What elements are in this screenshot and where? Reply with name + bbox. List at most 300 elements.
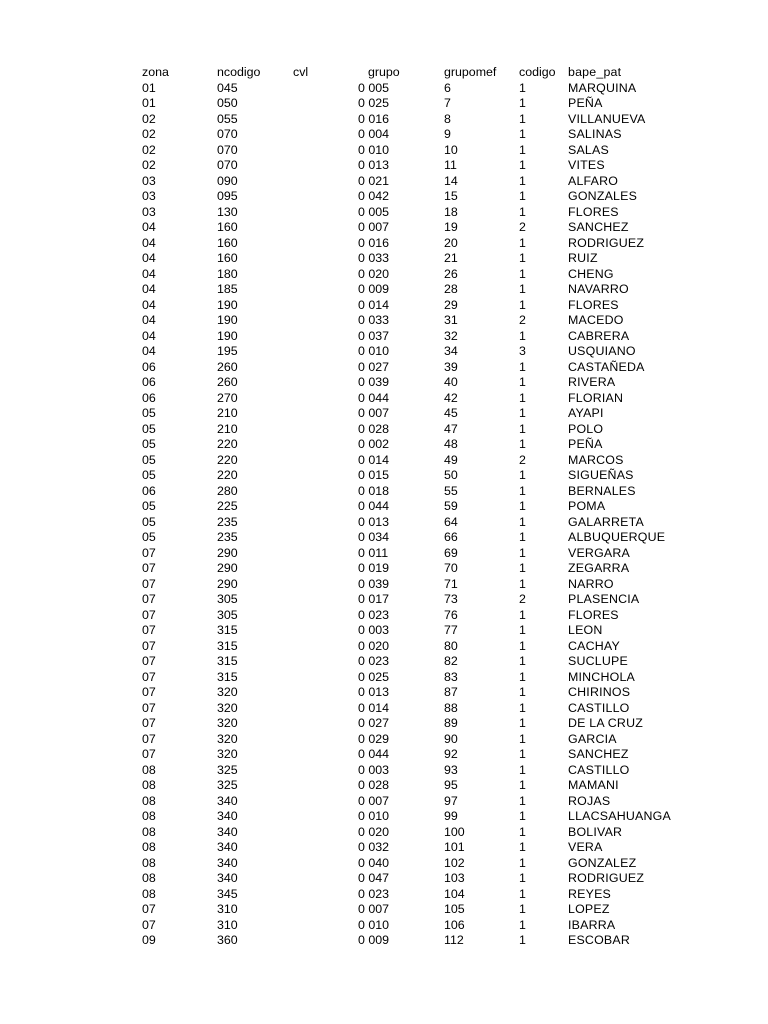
- cell-grupomef: 106: [444, 917, 465, 932]
- table-row: [0, 499, 768, 515]
- cell-codigo: 1: [519, 638, 526, 653]
- cell-zona: 08: [142, 855, 156, 870]
- table-row: [0, 298, 768, 314]
- cell-grupo: 0 010: [358, 809, 390, 823]
- table-row: [0, 189, 768, 205]
- cell-codigo: 1: [519, 530, 526, 544]
- cell-ncodigo: 070: [217, 142, 238, 157]
- cell-zona: 06: [142, 483, 156, 498]
- cell-zona: 04: [142, 328, 156, 343]
- cell-grupomef: 40: [444, 375, 458, 389]
- cell-grupomef: 47: [444, 421, 458, 436]
- cell-codigo: 1: [519, 886, 526, 901]
- cell-grupo: 0 016: [358, 235, 390, 250]
- cell-grupo: 0 005: [358, 204, 390, 219]
- cell-grupomef: 29: [444, 297, 458, 312]
- cell-zona: 08: [142, 778, 156, 792]
- cell-bape-pat: MINCHOLA: [568, 669, 636, 684]
- cell-bape-pat: RODRIGUEZ: [568, 235, 645, 250]
- cell-grupomef: 66: [444, 530, 458, 544]
- cell-zona: 07: [142, 685, 156, 699]
- table-row: [0, 329, 768, 345]
- cell-ncodigo: 210: [217, 406, 238, 420]
- cell-grupo: 0 013: [358, 158, 390, 172]
- cell-grupo: 0 010: [358, 142, 390, 157]
- cell-zona: 08: [142, 840, 156, 854]
- cell-grupomef: 76: [444, 607, 458, 622]
- cell-bape-pat: GARCIA: [568, 731, 617, 746]
- cell-codigo: 1: [519, 762, 526, 777]
- cell-zona: 05: [142, 530, 156, 544]
- cell-bape-pat: CACHAY: [568, 638, 620, 653]
- cell-ncodigo: 195: [217, 344, 238, 358]
- cell-ncodigo: 160: [217, 220, 238, 234]
- cell-codigo: 2: [519, 452, 526, 467]
- cell-bape-pat: SANCHEZ: [568, 747, 629, 761]
- table-row: [0, 143, 768, 159]
- table-row: [0, 577, 768, 593]
- cell-ncodigo: 270: [217, 390, 238, 405]
- cell-codigo: 1: [519, 142, 526, 157]
- cell-ncodigo: 305: [217, 607, 238, 622]
- cell-grupo: 0 009: [358, 282, 390, 296]
- cell-bape-pat: MACEDO: [568, 313, 624, 327]
- cell-zona: 08: [142, 886, 156, 901]
- table-row: [0, 484, 768, 500]
- cell-bape-pat: LLACSAHUANGA: [568, 809, 671, 823]
- cell-ncodigo: 190: [217, 297, 238, 312]
- cell-codigo: 1: [519, 669, 526, 684]
- table-row: [0, 220, 768, 236]
- cell-ncodigo: 340: [217, 793, 238, 808]
- cell-ncodigo: 190: [217, 328, 238, 343]
- cell-bape-pat: CASTILLO: [568, 700, 630, 715]
- cell-codigo: 1: [519, 607, 526, 622]
- table-row: [0, 902, 768, 918]
- cell-ncodigo: 320: [217, 685, 238, 699]
- cell-bape-pat: VERGARA: [568, 545, 630, 560]
- cell-bape-pat: FLORIAN: [568, 390, 624, 405]
- header-grupo: grupo: [368, 65, 400, 79]
- cell-grupo: 0 028: [358, 778, 390, 792]
- cell-codigo: 1: [519, 96, 526, 110]
- cell-grupomef: 18: [444, 204, 458, 219]
- cell-grupomef: 32: [444, 328, 458, 343]
- cell-zona: 04: [142, 266, 156, 281]
- cell-grupomef: 6: [444, 80, 451, 95]
- cell-grupo: 0 020: [358, 824, 390, 839]
- table-row: [0, 887, 768, 903]
- cell-grupomef: 50: [444, 468, 458, 482]
- cell-grupo: 0 013: [358, 685, 390, 699]
- cell-grupomef: 9: [444, 127, 451, 141]
- cell-codigo: 1: [519, 685, 526, 699]
- cell-bape-pat: CASTILLO: [568, 762, 630, 777]
- cell-zona: 07: [142, 576, 156, 591]
- cell-ncodigo: 345: [217, 886, 238, 901]
- cell-grupo: 0 034: [358, 530, 390, 544]
- cell-grupomef: 48: [444, 437, 458, 451]
- cell-grupo: 0 032: [358, 840, 390, 854]
- cell-ncodigo: 260: [217, 359, 238, 374]
- cell-grupo: 0 020: [358, 638, 390, 653]
- cell-grupo: 0 014: [358, 297, 390, 312]
- cell-ncodigo: 320: [217, 716, 238, 730]
- table-row: [0, 546, 768, 562]
- cell-codigo: 1: [519, 359, 526, 374]
- cell-codigo: 1: [519, 855, 526, 870]
- cell-grupo: 0 042: [358, 189, 390, 203]
- table-row: [0, 561, 768, 577]
- cell-grupo: 0 010: [358, 344, 390, 358]
- cell-codigo: 1: [519, 251, 526, 265]
- cell-grupomef: 49: [444, 452, 458, 467]
- cell-zona: 02: [142, 127, 156, 141]
- cell-bape-pat: AYAPI: [568, 406, 604, 420]
- cell-grupo: 0 033: [358, 251, 390, 265]
- cell-grupomef: 11: [444, 158, 457, 172]
- cell-zona: 08: [142, 809, 156, 823]
- cell-ncodigo: 160: [217, 251, 238, 265]
- cell-grupomef: 80: [444, 638, 458, 653]
- cell-grupo: 0 044: [358, 390, 390, 405]
- cell-codigo: 1: [519, 747, 526, 761]
- cell-bape-pat: PLASENCIA: [568, 592, 640, 606]
- table-row: [0, 391, 768, 407]
- cell-zona: 07: [142, 623, 156, 637]
- cell-zona: 06: [142, 359, 156, 374]
- cell-bape-pat: NAVARRO: [568, 282, 629, 296]
- table-row: [0, 453, 768, 469]
- table-row: [0, 778, 768, 794]
- cell-ncodigo: 325: [217, 778, 238, 792]
- cell-codigo: 1: [519, 406, 526, 420]
- table-header: [0, 65, 768, 81]
- cell-bape-pat: POLO: [568, 421, 604, 436]
- cell-codigo: 1: [519, 654, 526, 668]
- cell-bape-pat: CABRERA: [568, 328, 630, 343]
- cell-codigo: 2: [519, 313, 526, 327]
- cell-bape-pat: GALARRETA: [568, 514, 644, 529]
- cell-grupo: 0 020: [358, 266, 390, 281]
- cell-ncodigo: 320: [217, 731, 238, 746]
- cell-codigo: 1: [519, 623, 526, 637]
- cell-codigo: 1: [519, 840, 526, 854]
- cell-ncodigo: 340: [217, 871, 238, 885]
- cell-ncodigo: 095: [217, 189, 238, 203]
- cell-bape-pat: FLORES: [568, 297, 619, 312]
- cell-bape-pat: GONZALES: [568, 189, 638, 203]
- cell-codigo: 1: [519, 235, 526, 250]
- cell-grupo: 0 044: [358, 499, 390, 513]
- cell-grupo: 0 018: [358, 483, 390, 498]
- cell-grupo: 0 015: [358, 468, 390, 482]
- cell-grupo: 0 004: [358, 127, 390, 141]
- table-row: [0, 81, 768, 97]
- cell-grupomef: 99: [444, 809, 458, 823]
- cell-zona: 05: [142, 452, 156, 467]
- cell-ncodigo: 315: [217, 654, 238, 668]
- cell-ncodigo: 325: [217, 762, 238, 777]
- table-row: [0, 205, 768, 221]
- cell-bape-pat: POMA: [568, 499, 606, 513]
- cell-codigo: 1: [519, 282, 526, 296]
- cell-grupomef: 95: [444, 778, 458, 792]
- table-row: [0, 732, 768, 748]
- cell-grupomef: 101: [444, 840, 465, 854]
- cell-bape-pat: SALAS: [568, 142, 609, 157]
- cell-bape-pat: VILLANUEVA: [568, 111, 646, 126]
- cell-grupomef: 102: [444, 855, 465, 870]
- cell-bape-pat: RUIZ: [568, 251, 598, 265]
- cell-codigo: 1: [519, 437, 526, 451]
- cell-grupomef: 26: [444, 266, 458, 281]
- cell-ncodigo: 160: [217, 235, 238, 250]
- cell-bape-pat: ALBUQUERQUE: [568, 530, 666, 544]
- table-row: [0, 267, 768, 283]
- cell-zona: 06: [142, 375, 156, 389]
- cell-grupomef: 19: [444, 220, 458, 234]
- cell-zona: 09: [142, 933, 156, 947]
- header-zona: zona: [142, 65, 169, 79]
- cell-codigo: 1: [519, 204, 526, 219]
- cell-codigo: 1: [519, 375, 526, 389]
- table-row: [0, 375, 768, 391]
- cell-ncodigo: 070: [217, 158, 238, 172]
- cell-grupo: 0 021: [358, 173, 390, 188]
- table-row: [0, 437, 768, 453]
- cell-ncodigo: 290: [217, 576, 238, 591]
- cell-codigo: 1: [519, 576, 526, 591]
- table-row: [0, 313, 768, 329]
- cell-zona: 03: [142, 173, 156, 188]
- cell-codigo: 1: [519, 824, 526, 839]
- header-grupomef: grupomef: [444, 65, 497, 79]
- cell-zona: 01: [142, 96, 156, 110]
- cell-grupomef: 28: [444, 282, 458, 296]
- cell-bape-pat: RIVERA: [568, 375, 616, 389]
- cell-grupo: 0 007: [358, 406, 390, 420]
- cell-codigo: 1: [519, 297, 526, 312]
- cell-ncodigo: 320: [217, 747, 238, 761]
- cell-grupomef: 70: [444, 561, 458, 575]
- cell-bape-pat: CHENG: [568, 266, 614, 281]
- table-row: [0, 871, 768, 887]
- table-row: [0, 468, 768, 484]
- table-row: [0, 623, 768, 639]
- cell-ncodigo: 180: [217, 266, 238, 281]
- cell-ncodigo: 310: [217, 902, 238, 916]
- cell-ncodigo: 090: [217, 173, 238, 188]
- cell-bape-pat: PEÑA: [568, 96, 603, 110]
- cell-ncodigo: 320: [217, 700, 238, 715]
- cell-zona: 06: [142, 390, 156, 405]
- cell-zona: 03: [142, 204, 156, 219]
- cell-bape-pat: ROJAS: [568, 793, 611, 808]
- cell-grupo: 0 039: [358, 576, 390, 591]
- cell-codigo: 1: [519, 871, 526, 885]
- cell-zona: 07: [142, 669, 156, 684]
- table-row: [0, 933, 768, 949]
- table-row: [0, 670, 768, 686]
- cell-zona: 07: [142, 716, 156, 730]
- cell-grupo: 0 013: [358, 514, 390, 529]
- cell-ncodigo: 310: [217, 917, 238, 932]
- cell-ncodigo: 050: [217, 96, 238, 110]
- cell-zona: 05: [142, 499, 156, 513]
- cell-grupo: 0 029: [358, 731, 390, 746]
- cell-zona: 02: [142, 142, 156, 157]
- cell-grupo: 0 047: [358, 871, 390, 885]
- table-row: [0, 747, 768, 763]
- cell-ncodigo: 360: [217, 933, 238, 947]
- cell-bape-pat: ESCOBAR: [568, 933, 630, 947]
- cell-codigo: 1: [519, 716, 526, 730]
- cell-codigo: 1: [519, 328, 526, 343]
- cell-grupomef: 10: [444, 142, 458, 157]
- cell-grupo: 0 037: [358, 328, 390, 343]
- cell-bape-pat: MARQUINA: [568, 80, 637, 95]
- cell-grupomef: 15: [444, 189, 458, 203]
- cell-grupomef: 104: [444, 886, 465, 901]
- cell-codigo: 2: [519, 220, 526, 234]
- cell-grupo: 0 039: [358, 375, 390, 389]
- cell-ncodigo: 290: [217, 545, 238, 560]
- cell-zona: 08: [142, 871, 156, 885]
- cell-codigo: 1: [519, 545, 526, 560]
- cell-grupomef: 55: [444, 483, 458, 498]
- cell-grupo: 0 023: [358, 607, 390, 622]
- cell-grupomef: 21: [444, 251, 458, 265]
- cell-ncodigo: 290: [217, 561, 238, 575]
- table-row: [0, 809, 768, 825]
- cell-bape-pat: SALINAS: [568, 127, 622, 141]
- cell-zona: 05: [142, 406, 156, 420]
- cell-zona: 02: [142, 111, 156, 126]
- cell-grupo: 0 028: [358, 421, 390, 436]
- cell-grupo: 0 044: [358, 747, 390, 761]
- table-row: [0, 592, 768, 608]
- cell-grupo: 0 025: [358, 669, 390, 684]
- cell-grupo: 0 009: [358, 933, 390, 947]
- cell-bape-pat: ALFARO: [568, 173, 619, 188]
- cell-bape-pat: RODRIGUEZ: [568, 871, 645, 885]
- table-row: [0, 360, 768, 376]
- cell-zona: 04: [142, 297, 156, 312]
- table-row: [0, 236, 768, 252]
- cell-bape-pat: LOPEZ: [568, 902, 610, 916]
- header-ncodigo: ncodigo: [217, 65, 261, 79]
- cell-zona: 03: [142, 189, 156, 203]
- cell-grupomef: 83: [444, 669, 458, 684]
- cell-grupomef: 89: [444, 716, 458, 730]
- cell-bape-pat: DE LA CRUZ: [568, 716, 643, 730]
- cell-codigo: 1: [519, 731, 526, 746]
- cell-zona: 07: [142, 902, 156, 916]
- cell-ncodigo: 045: [217, 80, 238, 95]
- cell-grupo: 0 007: [358, 793, 390, 808]
- cell-zona: 07: [142, 638, 156, 653]
- cell-ncodigo: 055: [217, 111, 238, 126]
- cell-zona: 04: [142, 220, 156, 234]
- cell-grupomef: 59: [444, 499, 458, 513]
- cell-zona: 07: [142, 545, 156, 560]
- table-row: [0, 158, 768, 174]
- cell-zona: 08: [142, 824, 156, 839]
- cell-grupo: 0 027: [358, 716, 390, 730]
- cell-grupo: 0 023: [358, 654, 390, 668]
- cell-grupomef: 42: [444, 390, 458, 405]
- cell-bape-pat: CASTAÑEDA: [568, 359, 645, 374]
- cell-bape-pat: ZEGARRA: [568, 561, 630, 575]
- cell-codigo: 1: [519, 483, 526, 498]
- cell-bape-pat: GONZALEZ: [568, 855, 637, 870]
- header-cvl: cvl: [293, 65, 309, 79]
- cell-zona: 04: [142, 344, 156, 358]
- cell-bape-pat: SIGUEÑAS: [568, 468, 634, 482]
- table-row: [0, 794, 768, 810]
- cell-zona: 08: [142, 793, 156, 808]
- cell-codigo: 1: [519, 933, 526, 947]
- cell-grupo: 0 005: [358, 80, 390, 95]
- cell-grupo: 0 033: [358, 313, 390, 327]
- cell-grupo: 0 025: [358, 96, 390, 110]
- cell-zona: 01: [142, 80, 156, 95]
- cell-bape-pat: BOLIVAR: [568, 824, 623, 839]
- cell-bape-pat: MARCOS: [568, 452, 624, 467]
- cell-zona: 02: [142, 158, 156, 172]
- cell-bape-pat: VERA: [568, 840, 603, 854]
- cell-grupomef: 39: [444, 359, 458, 374]
- cell-codigo: 1: [519, 561, 526, 575]
- cell-bape-pat: BERNALES: [568, 483, 636, 498]
- table-row: [0, 685, 768, 701]
- cell-grupomef: 112: [444, 933, 464, 947]
- cell-codigo: 1: [519, 809, 526, 823]
- cell-ncodigo: 305: [217, 592, 238, 606]
- cell-zona: 07: [142, 917, 156, 932]
- cell-grupomef: 20: [444, 235, 458, 250]
- cell-grupomef: 82: [444, 654, 458, 668]
- table-row: [0, 716, 768, 732]
- header-codigo: codigo: [519, 65, 556, 79]
- table-row: [0, 127, 768, 143]
- cell-grupomef: 14: [444, 173, 458, 188]
- table-row: [0, 701, 768, 717]
- cell-grupo: 0 007: [358, 220, 390, 234]
- cell-zona: 05: [142, 421, 156, 436]
- cell-bape-pat: NARRO: [568, 576, 614, 591]
- cell-codigo: 1: [519, 158, 526, 172]
- cell-codigo: 1: [519, 514, 526, 529]
- cell-ncodigo: 315: [217, 623, 238, 637]
- cell-zona: 05: [142, 468, 156, 482]
- cell-codigo: 1: [519, 468, 526, 482]
- cell-grupomef: 105: [444, 902, 465, 916]
- table-row: [0, 112, 768, 128]
- table-row: [0, 608, 768, 624]
- cell-grupo: 0 016: [358, 111, 390, 126]
- cell-ncodigo: 220: [217, 452, 238, 467]
- cell-grupomef: 90: [444, 731, 458, 746]
- cell-ncodigo: 210: [217, 421, 238, 436]
- cell-grupomef: 92: [444, 747, 458, 761]
- cell-ncodigo: 340: [217, 809, 238, 823]
- cell-zona: 05: [142, 437, 156, 451]
- cell-zona: 07: [142, 700, 156, 715]
- table-row: [0, 406, 768, 422]
- cell-codigo: 2: [519, 592, 526, 606]
